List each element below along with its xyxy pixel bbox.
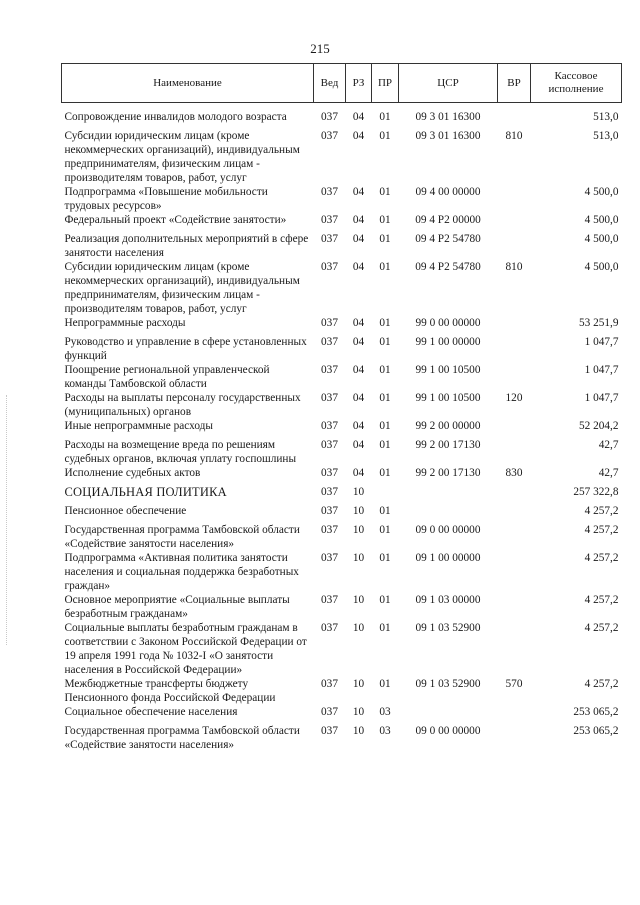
cell-sum: 4 257,2	[584, 524, 619, 536]
cell-sum: 1 047,7	[584, 392, 619, 404]
table-row	[62, 363, 622, 391]
table-row	[62, 466, 622, 485]
cell-vr	[498, 485, 531, 504]
cell-ved: 037	[321, 678, 338, 690]
table-row	[62, 485, 622, 504]
cell-vr	[498, 621, 531, 677]
cell-pr: 01	[379, 524, 391, 536]
table-row	[62, 593, 622, 621]
cell-rz: 10	[352, 486, 365, 498]
cell-vr: 830	[505, 467, 523, 479]
cell-vr	[498, 551, 531, 593]
header-name: Наименование	[62, 64, 314, 103]
cell-csr	[399, 705, 498, 724]
table-row	[62, 504, 622, 523]
cell-ved: 037	[321, 261, 338, 273]
cell-name: Руководство и управление в сфере установленных функций	[64, 336, 307, 362]
cell-ved: 037	[321, 317, 338, 329]
cell-vr	[498, 103, 531, 130]
cell-sum: 4 257,2	[584, 622, 619, 634]
cell-rz: 04	[352, 439, 365, 451]
cell-ved: 037	[321, 214, 338, 226]
cell-name: Субсидии юридическим лицам (кроме некоммерческих организаций), индивидуальным предпринимателям, физическим лицам - производителям товаров, работ, услуг	[64, 261, 300, 315]
cell-name: Реализация дополнительных мероприятий в сфере занятости населения	[64, 233, 309, 259]
cell-rz: 04	[352, 111, 365, 123]
cell-pr: 01	[379, 317, 391, 329]
cell-sum: 53 251,9	[578, 317, 619, 329]
cell-csr	[399, 485, 498, 504]
cell-pr: 01	[379, 233, 391, 245]
cell-vr	[498, 593, 531, 621]
table-row	[62, 677, 622, 705]
cell-rz: 04	[352, 336, 365, 348]
table-row	[62, 523, 622, 551]
cell-vr	[498, 363, 531, 391]
cell-ved: 037	[321, 552, 338, 564]
cell-ved: 037	[321, 725, 338, 737]
cell-ved: 037	[321, 392, 338, 404]
cell-pr: 01	[379, 214, 391, 226]
cell-rz: 10	[352, 594, 365, 606]
table-row	[62, 232, 622, 260]
cell-csr: 99 1 00 10500	[415, 392, 481, 404]
cell-ved: 037	[321, 706, 338, 718]
cell-csr: 09 4 00 00000	[415, 186, 481, 198]
cell-name: Иные непрограммные расходы	[64, 420, 214, 432]
cell-csr: 99 2 00 17130	[415, 439, 481, 451]
cell-csr: 09 3 01 16300	[415, 111, 481, 123]
cell-csr: 99 0 00 00000	[415, 317, 481, 329]
cell-vr: 810	[505, 130, 523, 142]
cell-rz: 04	[352, 467, 365, 479]
cell-rz: 10	[352, 505, 365, 517]
cell-rz: 10	[352, 678, 365, 690]
cell-pr: 03	[379, 706, 391, 718]
cell-sum: 513,0	[593, 130, 619, 142]
cell-rz: 04	[352, 233, 365, 245]
cell-rz: 10	[352, 552, 365, 564]
budget-table	[61, 63, 622, 752]
cell-csr: 09 3 01 16300	[415, 130, 481, 142]
cell-sum: 4 257,2	[584, 678, 619, 690]
cell-ved: 037	[321, 439, 338, 451]
cell-sum: 4 257,2	[584, 505, 619, 517]
table-row	[62, 438, 622, 466]
cell-ved: 037	[321, 486, 338, 498]
cell-rz: 10	[352, 622, 365, 634]
cell-name: Сопровождение инвалидов молодого возраста	[64, 111, 287, 123]
table-row	[62, 129, 622, 185]
cell-csr: 09 4 P2 54780	[415, 261, 481, 273]
cell-sum: 253 065,2	[573, 706, 619, 718]
cell-name: Федеральный проект «Содействие занятости»	[64, 214, 287, 226]
cell-name: Расходы на возмещение вреда по решениям судебных органов, включая уплату госпошлины	[64, 439, 297, 465]
cell-name: Субсидии юридическим лицам (кроме некоммерческих организаций), индивидуальным предпринимателям, физическим лицам - производителям товаров, работ, услуг	[64, 130, 300, 184]
cell-vr: 570	[505, 678, 523, 690]
cell-vr	[498, 523, 531, 551]
table-row	[62, 260, 622, 316]
cell-sum: 52 204,2	[578, 420, 619, 432]
cell-ved: 037	[321, 524, 338, 536]
cell-sum: 42,7	[598, 467, 619, 479]
cell-rz: 04	[352, 130, 365, 142]
header-rz: РЗ	[346, 64, 372, 103]
cell-pr: 01	[379, 439, 391, 451]
cell-pr: 01	[379, 261, 391, 273]
cell-sum: 4 500,0	[584, 261, 619, 273]
cell-rz: 04	[352, 392, 365, 404]
cell-csr: 09 1 03 52900	[415, 678, 481, 690]
cell-rz: 04	[352, 364, 365, 376]
cell-vr	[498, 504, 531, 523]
header-vr: ВР	[498, 64, 531, 103]
cell-sum: 1 047,7	[584, 336, 619, 348]
cell-vr	[498, 316, 531, 335]
cell-ved: 037	[321, 186, 338, 198]
table-row	[62, 185, 622, 213]
cell-rz: 10	[352, 524, 365, 536]
table-row	[62, 103, 622, 130]
cell-pr: 01	[379, 364, 391, 376]
cell-sum: 253 065,2	[573, 725, 619, 737]
cell-sum: 4 500,0	[584, 186, 619, 198]
cell-sum: 1 047,7	[584, 364, 619, 376]
header-sum: Кассовое исполнение	[531, 64, 622, 103]
cell-pr: 01	[379, 552, 391, 564]
cell-vr	[498, 419, 531, 438]
header-pr: ПР	[372, 64, 399, 103]
cell-csr: 09 4 P2 54780	[415, 233, 481, 245]
cell-rz: 10	[352, 725, 365, 737]
cell-pr: 01	[379, 678, 391, 690]
table-row	[62, 316, 622, 335]
cell-ved: 037	[321, 364, 338, 376]
table-row	[62, 213, 622, 232]
cell-csr: 09 1 00 00000	[415, 552, 481, 564]
cell-vr	[498, 213, 531, 232]
cell-rz: 04	[352, 420, 365, 432]
cell-name: Расходы на выплаты персоналу государственных (муниципальных) органов	[64, 392, 301, 418]
cell-name: Государственная программа Тамбовской области «Содействие занятости населения»	[64, 524, 300, 550]
cell-ved: 037	[321, 622, 338, 634]
cell-rz: 04	[352, 186, 365, 198]
cell-sum: 4 257,2	[584, 552, 619, 564]
cell-pr: 01	[379, 420, 391, 432]
page-number: 215	[310, 41, 330, 56]
cell-name: Государственная программа Тамбовской области «Содействие занятости населения»	[64, 725, 300, 751]
cell-ved: 037	[321, 336, 338, 348]
cell-vr	[498, 232, 531, 260]
cell-ved: 037	[321, 130, 338, 142]
table-header	[62, 64, 622, 103]
cell-vr	[498, 438, 531, 466]
cell-name: Основное мероприятие «Социальные выплаты безработным гражданам»	[64, 594, 290, 620]
cell-sum: 4 500,0	[584, 233, 619, 245]
cell-name: Подпрограмма «Повышение мобильности трудовых ресурсов»	[64, 186, 268, 212]
cell-ved: 037	[321, 467, 338, 479]
cell-rz: 04	[352, 261, 365, 273]
cell-csr: 09 1 03 52900	[415, 622, 481, 634]
cell-name: Непрограммные расходы	[64, 317, 186, 329]
table-row	[62, 335, 622, 363]
cell-ved: 037	[321, 420, 338, 432]
cell-vr: 120	[505, 392, 523, 404]
cell-pr: 01	[379, 186, 391, 198]
cell-pr: 01	[379, 594, 391, 606]
cell-pr: 01	[379, 111, 391, 123]
cell-name: Социальное обеспечение населения	[64, 706, 238, 718]
cell-pr: 01	[379, 336, 391, 348]
cell-ved: 037	[321, 505, 338, 517]
cell-csr: 99 2 00 00000	[415, 420, 481, 432]
header-csr: ЦСР	[399, 64, 498, 103]
table-row	[62, 391, 622, 419]
table-body	[62, 103, 622, 753]
cell-sum: 4 500,0	[584, 214, 619, 226]
header-ved: Вед	[314, 64, 346, 103]
cell-pr: 01	[379, 505, 391, 517]
cell-csr: 99 2 00 17130	[415, 467, 481, 479]
cell-csr: 09 1 03 00000	[415, 594, 481, 606]
cell-pr	[372, 485, 399, 504]
table-row	[62, 621, 622, 677]
table-row	[62, 419, 622, 438]
cell-ved: 037	[321, 233, 338, 245]
cell-pr: 01	[379, 622, 391, 634]
cell-csr: 99 1 00 00000	[415, 336, 481, 348]
cell-name: Поощрение региональной управленческой команды Тамбовской области	[64, 364, 270, 390]
cell-sum: 513,0	[593, 111, 619, 123]
cell-csr: 09 4 P2 00000	[415, 214, 481, 226]
cell-pr: 03	[379, 725, 391, 737]
cell-rz: 04	[352, 214, 365, 226]
cell-pr: 01	[379, 392, 391, 404]
table-row	[62, 551, 622, 593]
table-row	[62, 724, 622, 752]
cell-csr: 09 0 00 00000	[415, 725, 481, 737]
cell-name: Подпрограмма «Активная политика занятости населения и социальная поддержка безработных граждан»	[64, 552, 299, 592]
cell-sum: 257 322,8	[573, 486, 619, 498]
cell-name: Межбюджетные трансферты бюджету Пенсионного фонда Российской Федерации	[64, 678, 276, 704]
cell-csr	[399, 504, 498, 523]
cell-pr: 01	[379, 467, 391, 479]
cell-vr	[498, 705, 531, 724]
cell-name: Социальные выплаты безработным гражданам в соответствии с Законом Российской Федерации от 19 апреля 1991 года № 1032-I «О занятости населения в Российской Федерации»	[64, 622, 307, 676]
cell-vr	[498, 335, 531, 363]
cell-ved: 037	[321, 594, 338, 606]
cell-csr: 99 1 00 10500	[415, 364, 481, 376]
cell-sum: 42,7	[598, 439, 619, 451]
cell-name: Исполнение судебных актов	[64, 467, 201, 479]
margin-mark	[6, 395, 9, 645]
cell-ved: 037	[321, 111, 338, 123]
cell-rz: 10	[352, 706, 365, 718]
cell-csr: 09 0 00 00000	[415, 524, 481, 536]
cell-vr: 810	[505, 261, 523, 273]
cell-name: СОЦИАЛЬНАЯ ПОЛИТИКА	[64, 485, 227, 499]
cell-name: Пенсионное обеспечение	[64, 505, 187, 517]
table-row	[62, 705, 622, 724]
cell-vr	[498, 724, 531, 752]
cell-sum: 4 257,2	[584, 594, 619, 606]
cell-rz: 04	[352, 317, 365, 329]
cell-pr: 01	[379, 130, 391, 142]
cell-vr	[498, 185, 531, 213]
